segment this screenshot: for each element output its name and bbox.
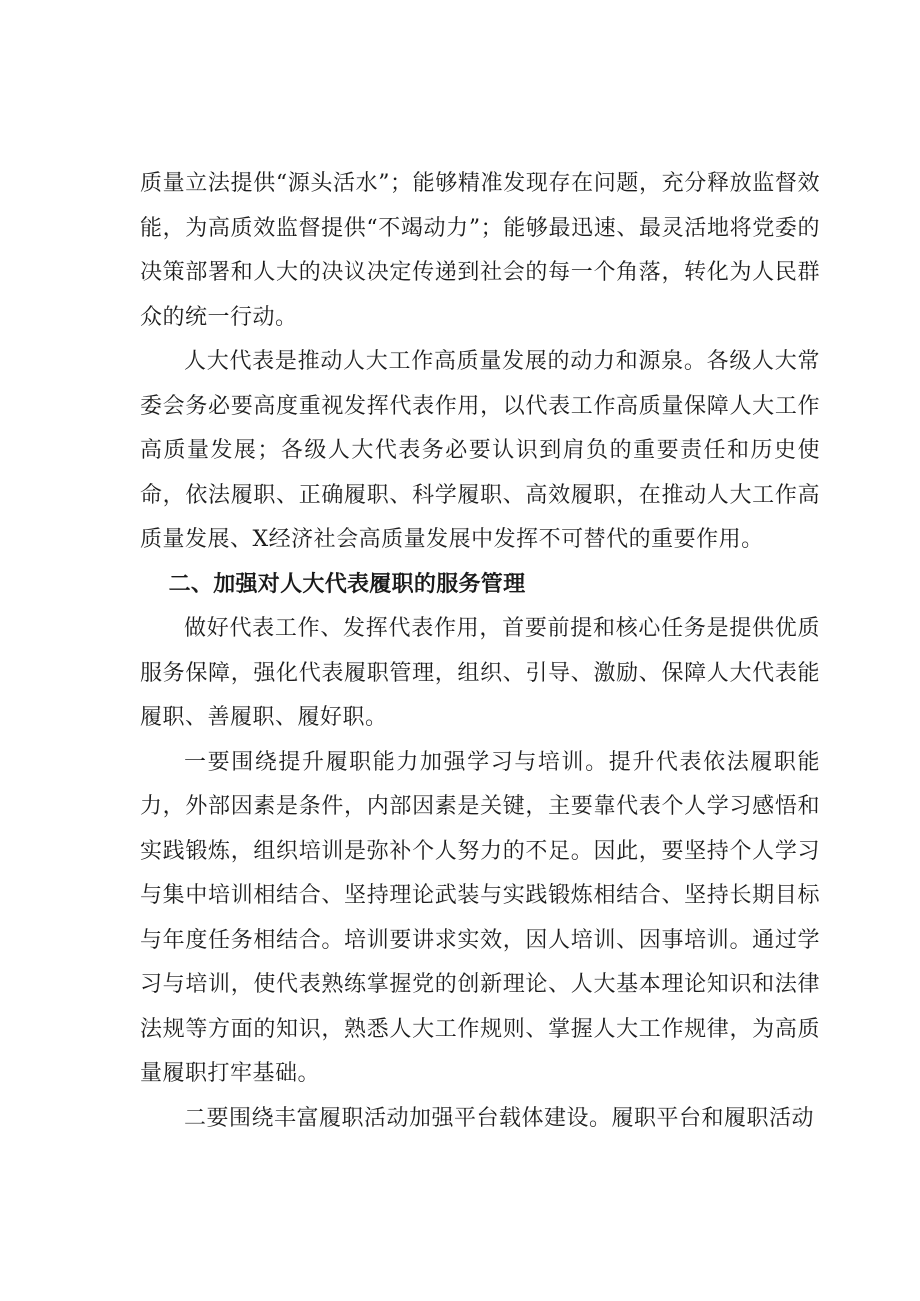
- paragraph-body-text: 履职平台和履职活动: [611, 1105, 815, 1131]
- paragraph-deputies-role: 人大代表是推动人大工作高质量发展的动力和源泉。各级人大常委会务必要高度重视发挥代表作用，以代表工作高质量保障人大工作高质量发展；各级人大代表务必要认识到肩负的重要责任和历史使命，依法履职、正确履职、科学履职、高效履职，在推动人大工作高质量发展、X经济社会高质量发展中发挥不可替代的重要作用。: [140, 349, 820, 552]
- paragraph-lead-sentence: 一要围绕提升履职能力加强学习与培训。: [184, 749, 609, 775]
- paragraph-body-text: 提升代表依法履职能力，外部因素是条件，内部因素是关键，主要靠代表个人学习感悟和实践锻炼，组织培训是弥补个人努力的不足。因此，要坚持个人学习与集中培训相结合、坚持理论武装与实践锻炼相结合、坚持长期目标与年度任务相结合。培训要讲求实效，因人培训、因事培训。通过学习与培训，使代表熟练掌握党的创新理论、人大基本理论知识和法律法规等方面的知识，熟悉人大工作规则、掌握人大工作规律，为高质量履职打牢基础。: [140, 749, 820, 1086]
- paragraph-lead-sentence: 二要围绕丰富履职活动加强平台载体建设。: [184, 1105, 612, 1131]
- document-body: [140, 162, 820, 1141]
- paragraph-service-management: 做好代表工作、发挥代表作用，首要前提和核心任务是提供优质服务保障，强化代表履职管理，组织、引导、激励、保障人大代表能履职、善履职、履好职。: [140, 616, 820, 730]
- section-heading: 二、加强对人大代表履职的服务管理: [168, 571, 526, 597]
- paragraph-continued: 质量立法提供“源头活水”；能够精准发现存在问题，充分释放监督效能，为高质效监督提供“不竭动力”；能够最迅速、最灵活地将党委的决策部署和人大的决议决定传递到社会的每一个角落，转化为人民群众的统一行动。: [140, 171, 820, 330]
- paragraph-platform: [140, 1097, 820, 1142]
- paragraph-training: [140, 741, 820, 1097]
